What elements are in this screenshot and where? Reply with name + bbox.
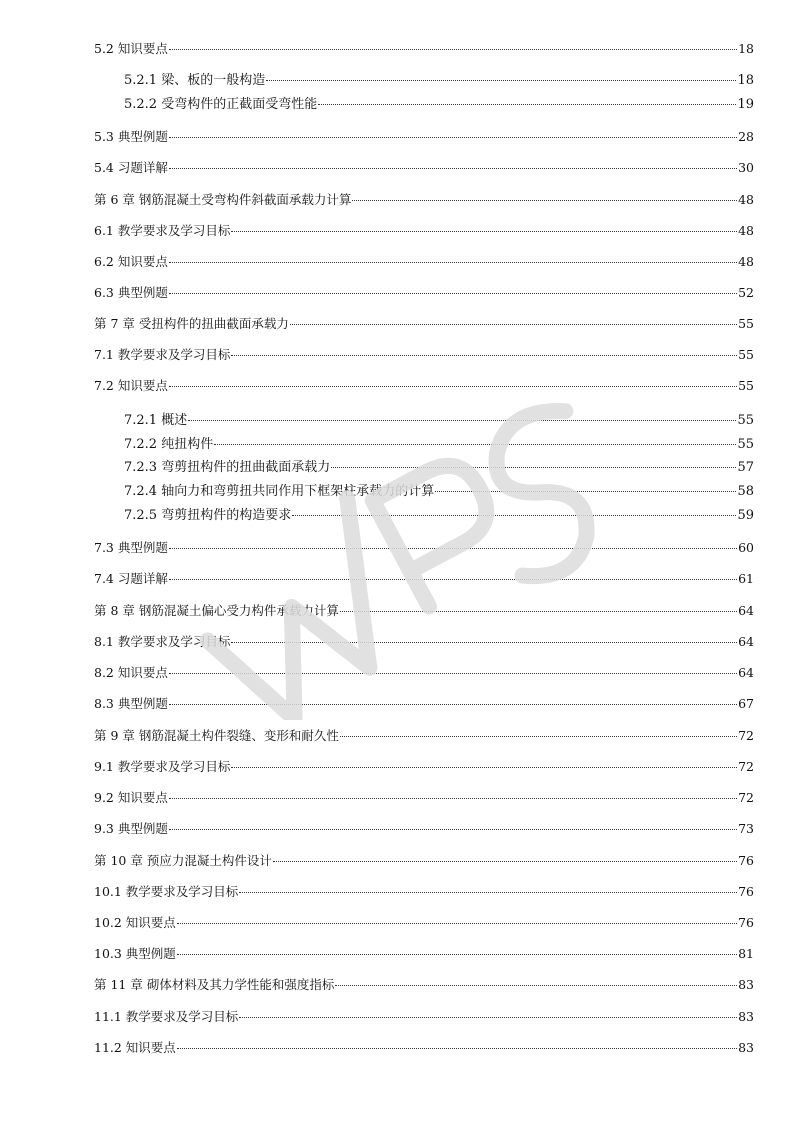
dot-leader <box>231 355 737 356</box>
toc-entry-title: 5.2.1 梁、板的一般构造 <box>124 73 266 88</box>
toc-entry[interactable] <box>94 159 754 177</box>
dot-leader <box>169 49 737 50</box>
toc-entry-title: 7.1 教学要求及学习目标 <box>94 347 231 362</box>
toc-entry-title: 6.3 典型例题 <box>94 285 168 300</box>
toc-entry-title: 5.3 典型例题 <box>94 129 168 144</box>
toc-entry-title: 10.3 典型例题 <box>94 946 176 961</box>
toc-entry-page: 60 <box>738 540 754 555</box>
toc-entry-title: 5.2 知识要点 <box>94 41 168 56</box>
dot-leader <box>169 798 737 799</box>
dot-leader <box>318 104 736 105</box>
toc-entry-title: 7.2.5 弯剪扭构件的构造要求 <box>124 508 292 523</box>
dot-leader <box>273 861 737 862</box>
toc-entry-page: 83 <box>738 977 754 992</box>
toc-entry-title: 8.2 知识要点 <box>94 665 168 680</box>
dot-leader <box>169 579 737 580</box>
toc-entry[interactable] <box>94 191 754 209</box>
toc-entry[interactable] <box>124 412 754 430</box>
toc-entry[interactable] <box>94 976 754 994</box>
toc-entry-title: 第 6 章 钢筋混凝土受弯构件斜截面承载力计算 <box>94 192 352 207</box>
toc-entry-page: 58 <box>737 484 754 499</box>
toc-entry[interactable] <box>94 602 754 620</box>
toc-entry-page: 48 <box>738 192 754 207</box>
dot-leader <box>231 642 737 643</box>
toc-entry-title: 7.3 典型例题 <box>94 540 168 555</box>
toc-entry-page: 83 <box>738 1009 754 1024</box>
toc-entry-title: 9.2 知识要点 <box>94 790 168 805</box>
dot-leader <box>340 736 737 737</box>
toc-entry[interactable] <box>94 820 754 838</box>
toc-entry-page: 48 <box>738 223 754 238</box>
toc-entry-page: 64 <box>738 665 754 680</box>
toc-entry[interactable] <box>94 315 754 333</box>
toc-entry[interactable] <box>124 436 754 454</box>
toc-entry[interactable] <box>124 483 754 501</box>
dot-leader <box>214 444 736 445</box>
toc-entry-page: 76 <box>738 915 754 930</box>
toc-entry-title: 第 9 章 钢筋混凝土构件裂缝、变形和耐久性 <box>94 728 339 743</box>
toc-entry-page: 18 <box>737 73 754 88</box>
toc-entry-page: 55 <box>738 316 754 331</box>
toc-entry[interactable] <box>94 633 754 651</box>
dot-leader <box>188 420 736 421</box>
toc-entry-title: 第 7 章 受扭构件的扭曲截面承载力 <box>94 316 289 331</box>
toc-entry-title: 5.4 习题详解 <box>94 160 168 175</box>
toc-entry[interactable] <box>94 883 754 901</box>
dot-leader <box>169 168 737 169</box>
toc-entry-title: 9.3 典型例题 <box>94 821 168 836</box>
dot-leader <box>292 515 736 516</box>
toc-entry-page: 67 <box>738 696 754 711</box>
dot-leader <box>331 467 736 468</box>
dot-leader <box>177 954 737 955</box>
toc-entry-title: 7.2 知识要点 <box>94 378 168 393</box>
toc-entry[interactable] <box>94 852 754 870</box>
dot-leader <box>266 80 736 81</box>
toc-entry-title: 7.4 习题详解 <box>94 571 168 586</box>
toc-entry-title: 8.1 教学要求及学习目标 <box>94 634 231 649</box>
toc-entry-title: 7.2.2 纯扭构件 <box>124 437 214 452</box>
toc-entry[interactable] <box>94 758 754 776</box>
dot-leader <box>169 704 737 705</box>
toc-entry-title: 6.2 知识要点 <box>94 254 168 269</box>
toc-entry[interactable] <box>94 914 754 932</box>
toc-entry-title: 第 10 章 预应力混凝土构件设计 <box>94 853 272 868</box>
toc-entry-page: 30 <box>738 160 754 175</box>
toc-entry[interactable] <box>94 570 754 588</box>
toc-entry-title: 10.1 教学要求及学习目标 <box>94 884 239 899</box>
toc-entry[interactable] <box>94 346 754 364</box>
toc-entry-page: 55 <box>737 437 754 452</box>
toc-entry-page: 76 <box>738 853 754 868</box>
toc-entry-page: 64 <box>738 603 754 618</box>
toc-entry-page: 73 <box>738 821 754 836</box>
dot-leader <box>435 491 736 492</box>
dot-leader <box>231 767 737 768</box>
toc-entry-title: 7.2.4 轴向力和弯剪扭共同作用下框架柱承载力的计算 <box>124 484 435 499</box>
toc-entry-title: 11.2 知识要点 <box>94 1040 176 1055</box>
toc-entry[interactable] <box>94 40 754 58</box>
toc-entry-title: 8.3 典型例题 <box>94 696 168 711</box>
dot-leader <box>169 293 737 294</box>
toc-entry-page: 76 <box>738 884 754 899</box>
toc-entry-page: 83 <box>738 1040 754 1055</box>
toc-entry[interactable] <box>94 539 754 557</box>
toc-entry-title: 第 8 章 钢筋混凝土偏心受力构件承载力计算 <box>94 603 339 618</box>
dot-leader <box>239 892 737 893</box>
dot-leader <box>169 386 737 387</box>
toc-entry[interactable] <box>94 1008 754 1026</box>
toc-entry-title: 10.2 知识要点 <box>94 915 176 930</box>
toc-entry[interactable] <box>94 253 754 271</box>
toc-entry[interactable] <box>94 695 754 713</box>
toc-entry-page: 61 <box>738 571 754 586</box>
toc-entry[interactable] <box>124 96 754 114</box>
toc-entry[interactable] <box>94 222 754 240</box>
toc-entry-page: 28 <box>738 129 754 144</box>
toc-entry-page: 55 <box>737 413 754 428</box>
dot-leader <box>239 1017 737 1018</box>
dot-leader <box>169 673 737 674</box>
dot-leader <box>169 262 737 263</box>
toc-entry-page: 52 <box>738 285 754 300</box>
dot-leader <box>335 985 737 986</box>
toc-entry-page: 18 <box>738 41 754 56</box>
toc-entry-page: 72 <box>738 759 754 774</box>
toc-entry[interactable] <box>94 284 754 302</box>
dot-leader <box>169 829 737 830</box>
dot-leader <box>340 611 737 612</box>
toc-entry[interactable] <box>124 72 754 90</box>
dot-leader <box>290 324 737 325</box>
toc-entry-page: 19 <box>737 97 754 112</box>
toc-entry[interactable] <box>94 727 754 745</box>
toc-entry[interactable] <box>94 377 754 395</box>
toc-entry-page: 64 <box>738 634 754 649</box>
toc-entry-title: 5.2.2 受弯构件的正截面受弯性能 <box>124 97 318 112</box>
toc-entry[interactable] <box>94 128 754 146</box>
toc-entry[interactable] <box>94 789 754 807</box>
toc-entry-title: 11.1 教学要求及学习目标 <box>94 1009 239 1024</box>
toc-entry-title: 6.1 教学要求及学习目标 <box>94 223 231 238</box>
toc-entry-title: 第 11 章 砌体材料及其力学性能和强度指标 <box>94 977 335 992</box>
toc-entry-page: 81 <box>738 946 754 961</box>
toc-entry-page: 59 <box>737 508 754 523</box>
toc-entry-page: 55 <box>738 347 754 362</box>
dot-leader <box>169 548 737 549</box>
dot-leader <box>352 200 737 201</box>
toc-entry-title: 9.1 教学要求及学习目标 <box>94 759 231 774</box>
toc-entry-page: 48 <box>738 254 754 269</box>
dot-leader <box>169 137 737 138</box>
dot-leader <box>231 231 737 232</box>
toc-entry-page: 72 <box>738 728 754 743</box>
toc-entry[interactable] <box>94 1039 754 1057</box>
toc-entry[interactable] <box>124 507 754 525</box>
dot-leader <box>177 923 737 924</box>
toc-entry-title: 7.2.1 概述 <box>124 413 188 428</box>
toc-entry[interactable] <box>94 945 754 963</box>
dot-leader <box>177 1048 737 1049</box>
toc-entry-page: 72 <box>738 790 754 805</box>
toc-entry-page: 55 <box>738 378 754 393</box>
toc-entry[interactable] <box>94 664 754 682</box>
toc-entry[interactable] <box>124 459 754 477</box>
toc-entry-page: 57 <box>737 460 754 475</box>
toc-entry-title: 7.2.3 弯剪扭构件的扭曲截面承载力 <box>124 460 331 475</box>
